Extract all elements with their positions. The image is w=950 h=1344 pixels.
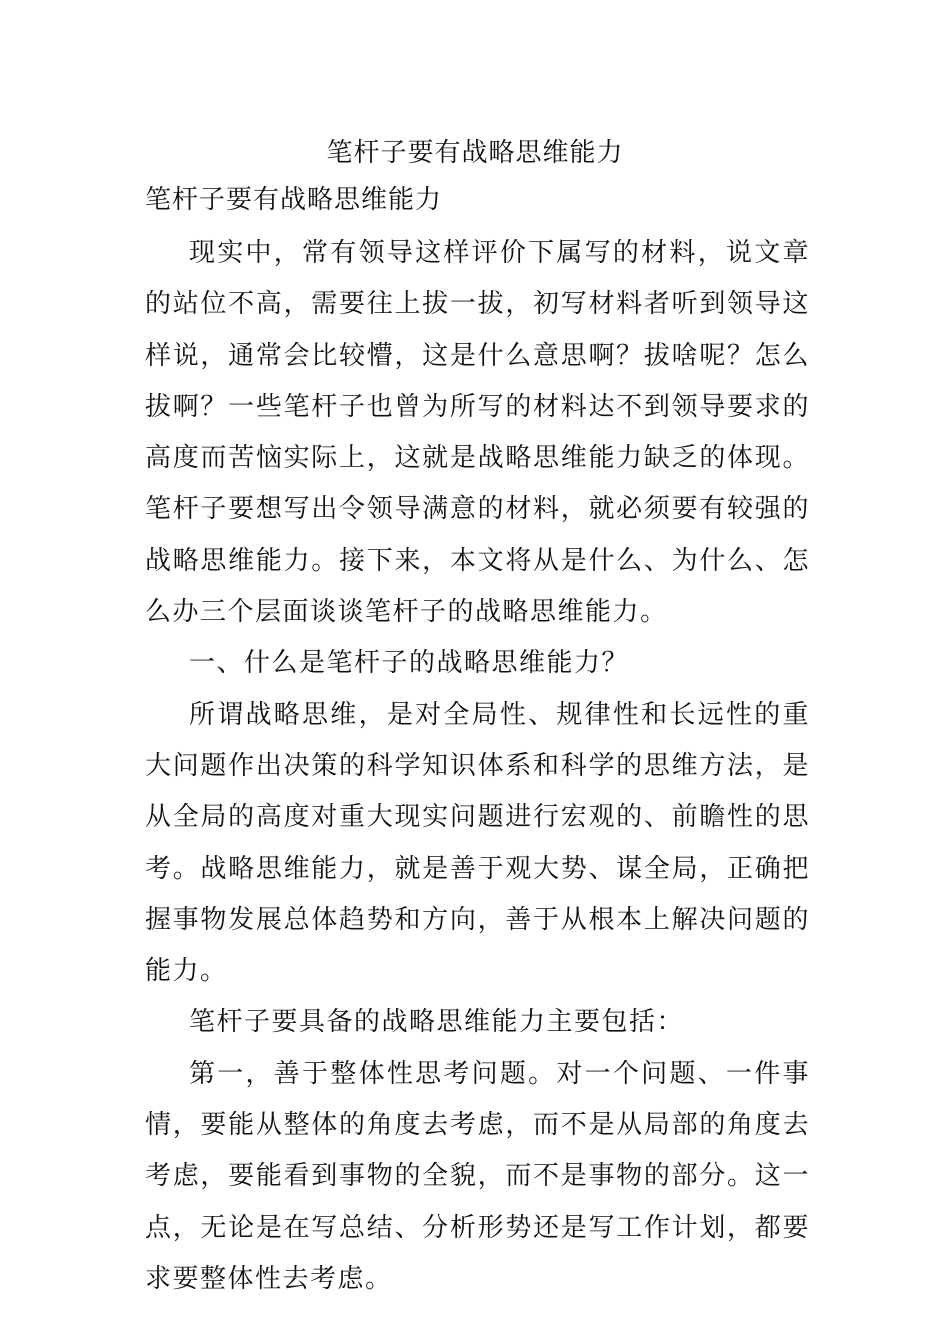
document-subtitle: 笔杆子要有战略思维能力 [145, 185, 443, 215]
paragraph-point-1: 第一，善于整体性思考问题。对一个问题、一件事情，要能从整体的角度去考虑，而不是从局部的角度去考虑，要能看到事物的全貌，而不是事物的部分。这一点，无论是在写总结、分析形势还是写工作计划，都要求要整体性去考虑。 [145, 1058, 810, 1294]
paragraph-list-intro: 笔杆子要具备的战略思维能力主要包括： [189, 1007, 685, 1038]
document-body [145, 228, 810, 1305]
paragraph-intro: 现实中，常有领导这样评价下属写的材料，说文章的站位不高，需要往上拔一拔，初写材料者听到领导这样说，通常会比较懵，这是什么意思啊？拔啥呢？怎么拔啊？一些笔杆子也曾为所写的材料达不到领导要求的高度而苦恼实际上，这就是战略思维能力缺乏的体现。笔杆子要想写出令领导满意的材料，就必须要有较强的战略思维能力。接下来，本文将从是什么、为什么、怎么办三个层面谈谈笔杆子的战略思维能力。 [145, 238, 810, 628]
page-title: 笔杆子要有战略思维能力 [326, 138, 624, 168]
paragraph-definition: 所谓战略思维，是对全局性、规律性和长远性的重大问题作出决策的科学知识体系和科学的思维方法，是从全局的高度对重大现实问题进行宏观的、前瞻性的思考。战略思维能力，就是善于观大势、谋全局，正确把握事物发展总体趋势和方向，善于从根本上解决问题的能力。 [145, 699, 810, 987]
section-heading-1: 一、什么是笔杆子的战略思维能力？ [189, 648, 630, 679]
